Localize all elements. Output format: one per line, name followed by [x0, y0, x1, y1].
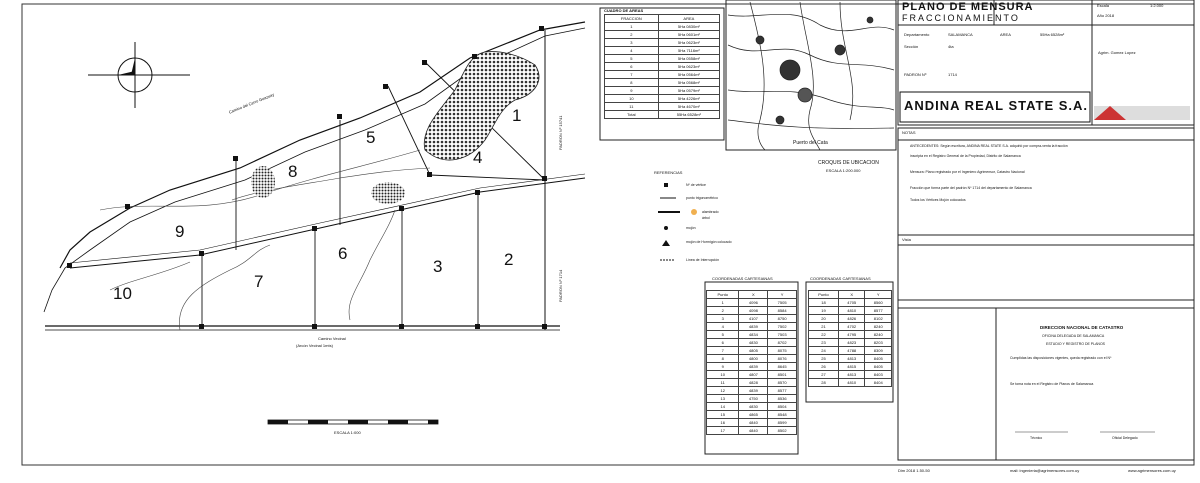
cell: 19 [809, 307, 839, 315]
cell: 4839 [739, 387, 768, 395]
table-row [605, 31, 720, 39]
lot-number-7: 7 [254, 272, 264, 291]
location-title: CROQUIS DE UBICACION [818, 160, 879, 166]
cell: Punto [809, 291, 839, 299]
padron-label: PADRON Nº [904, 72, 927, 77]
table-row [707, 419, 797, 427]
notes-line-1: ANTECEDENTES: Según escritura, ANDINA REAL STATE S.A. adquirió por compra-venta la fracción [910, 144, 1068, 148]
cell: 8504 [768, 403, 797, 411]
cell: 4702 [838, 323, 865, 331]
cell: 5Ha 4670m² [658, 103, 719, 111]
tree-cluster-left [251, 166, 275, 198]
cell: 9 [605, 87, 659, 95]
cell: Punto [707, 291, 739, 299]
cell: 6 [707, 339, 739, 347]
cell: 7 [707, 347, 739, 355]
cell: 5Ha 0568m² [658, 79, 719, 87]
lot-number-10: 10 [113, 284, 132, 303]
catastro-office: OFICINA DELEGADA DE SALAMANCA [1042, 334, 1105, 338]
cell: Y [768, 291, 797, 299]
table-row [707, 307, 797, 315]
table-row [707, 291, 797, 299]
cell: 8548 [768, 411, 797, 419]
coords-right-table [808, 290, 892, 387]
cell: 8 [605, 79, 659, 87]
table-row [809, 347, 892, 355]
cell: 4 [707, 323, 739, 331]
table-row [809, 315, 892, 323]
cell: 4826 [838, 315, 865, 323]
cell: 5Ha 0564m² [658, 71, 719, 79]
table-row [605, 39, 720, 47]
notes-row-3: Vista [902, 237, 911, 242]
right-padron-label-1: PADRON Nº 15741 [558, 115, 563, 150]
cell: 4805 [739, 347, 768, 355]
section-value: 4ta [948, 44, 954, 49]
table-row [707, 347, 797, 355]
lot-number-8: 8 [288, 162, 298, 181]
table-row [809, 371, 892, 379]
cell: 3 [605, 39, 659, 47]
graphic-scale-bar [268, 420, 438, 424]
cell: 8309 [865, 347, 892, 355]
coords-left-table [706, 290, 797, 435]
reference-item: árbol [702, 216, 710, 220]
table-row [809, 291, 892, 299]
cell: 5Ha 0830m² [658, 23, 719, 31]
cell: 4815 [838, 363, 865, 371]
areas-table-title: CUADRO DE AREAS [604, 8, 644, 13]
areas-total-row [605, 111, 720, 119]
signature-tecnico: Técnico [1030, 436, 1043, 440]
padron-value: 1714 [948, 72, 957, 77]
table-row [707, 403, 797, 411]
cell: 6 [605, 63, 659, 71]
reference-item: mojón [686, 226, 696, 230]
table-row [605, 95, 720, 103]
cell: 4840 [739, 419, 768, 427]
cell: 23 [809, 339, 839, 347]
cell: 18 [809, 299, 839, 307]
cell: 5Ha 0558m² [658, 55, 719, 63]
location-scale: ESCALA 1:200.000 [826, 168, 861, 173]
lot-number-5: 5 [366, 128, 376, 147]
cell: 4098 [739, 307, 768, 315]
cell: 8645 [768, 363, 797, 371]
cell: 5 [707, 331, 739, 339]
cell: 8750 [768, 315, 797, 323]
cell: 20 [809, 315, 839, 323]
table-row [707, 395, 797, 403]
tree-cluster-right [371, 182, 405, 204]
cell: 4810 [838, 307, 865, 315]
cell: 4830 [739, 403, 768, 411]
cell: 10 [707, 371, 739, 379]
cell: 4839 [739, 323, 768, 331]
cell: 11 [707, 379, 739, 387]
cell: 27 [809, 371, 839, 379]
table-row [707, 363, 797, 371]
cell: 5Ha 0601m² [658, 31, 719, 39]
reference-item: Línea de Interrupción [686, 258, 720, 262]
footer-email: mail: ingenieria@agrimensores.com.uy [1010, 468, 1080, 473]
cell: 21 [809, 323, 839, 331]
north-arrow-icon [88, 42, 190, 108]
lot-number-1: 1 [512, 106, 522, 125]
table-row [605, 23, 720, 31]
bottom-road-label: Camino Vecinal [318, 336, 346, 341]
cell: 8501 [768, 371, 797, 379]
table-row [707, 387, 797, 395]
graphic-scale-label: ESCALA 1:000 [334, 430, 361, 435]
cell: 8240 [865, 323, 892, 331]
references-title: REFERENCIAS [654, 170, 683, 175]
cell: 5Ha 0623m² [658, 39, 719, 47]
cell: 16 [707, 419, 739, 427]
table-row [809, 339, 892, 347]
cell: 5Ha 0579m² [658, 87, 719, 95]
table-row [809, 355, 892, 363]
total-label: Total [605, 111, 659, 119]
footer-cad: Dim 2018 1.50-50 [898, 468, 930, 473]
cell: 4834 [739, 331, 768, 339]
table-row [605, 103, 720, 111]
cell: 8570 [768, 379, 797, 387]
cell: 4813 [838, 371, 865, 379]
section-label: Sección [904, 44, 919, 49]
table-row [809, 307, 892, 315]
cell: 4107 [739, 315, 768, 323]
table-row [707, 427, 797, 435]
area-label: AREA [1000, 32, 1011, 37]
cell: 4813 [838, 355, 865, 363]
location-map [728, 2, 894, 150]
cell: 26 [809, 363, 839, 371]
cell: 5Ha 4226m² [658, 95, 719, 103]
cell: 17 [707, 427, 739, 435]
cell: 8403 [865, 371, 892, 379]
table-row [605, 63, 720, 71]
cell: 4865 [739, 411, 768, 419]
cell: 8577 [865, 307, 892, 315]
cell: 5Ha 7116m² [658, 47, 719, 55]
cell: 2 [605, 31, 659, 39]
table-row [707, 299, 797, 307]
cell: 7502 [768, 323, 797, 331]
cell: 8404 [865, 379, 892, 387]
cell: 7505 [768, 299, 797, 307]
reference-item: mojón de Hormigón colocado [686, 240, 732, 244]
cell: 4795 [838, 331, 865, 339]
reference-symbols [658, 183, 697, 260]
cell: 4839 [739, 363, 768, 371]
cell: 7 [605, 71, 659, 79]
table-row [707, 355, 797, 363]
cell: 22 [809, 331, 839, 339]
cell: 14 [707, 403, 739, 411]
areas-table-header [605, 15, 720, 23]
cell: 4788 [838, 347, 865, 355]
catastro-line-1: ESTUDIO Y REGISTRO DE PLANOS [1046, 342, 1105, 346]
cell: 12 [707, 387, 739, 395]
area-value: 55Ha 6528m² [1040, 32, 1065, 37]
top-road-label: Camino del Cerro Guazuay [228, 91, 275, 115]
cell: 8405 [865, 363, 892, 371]
right-padron-label-2: PADRON Nº 1714 [558, 269, 563, 302]
notes-line-3: Mensura: Plano registrado por el Ingeniero Agrimensor, Catastro Nacional [910, 170, 1025, 174]
header-area: AREA [658, 15, 719, 23]
table-row [707, 371, 797, 379]
table-row [605, 55, 720, 63]
cell: 8102 [865, 315, 892, 323]
cell: 28 [809, 379, 839, 387]
scale-label: Escala [1097, 3, 1110, 8]
table-row [809, 299, 892, 307]
cell: 8203 [865, 339, 892, 347]
table-row [605, 79, 720, 87]
cell: 4810 [838, 379, 865, 387]
total-value: 55Ha 6528m² [658, 111, 719, 119]
cell: 8502 [768, 427, 797, 435]
lot-number-6: 6 [338, 244, 348, 263]
notes-title: NOTAS [902, 130, 916, 135]
cell: 5Ha 0623m² [658, 63, 719, 71]
engineer-name: Agrim. Gomez Lopez [1098, 50, 1136, 55]
company-name: ANDINA REAL STATE S.A. [904, 98, 1089, 113]
table-row [809, 331, 892, 339]
scale-value: 1:2.000 [1150, 3, 1164, 8]
catastro-title: DIRECCION NACIONAL DE CATASTRO [1040, 325, 1124, 330]
cell: 8405 [865, 355, 892, 363]
catastro-line-3: Se toma nota en el Registro de Planos de Salamanca [1010, 382, 1094, 386]
cell: 11 [605, 103, 659, 111]
lot-number-3: 3 [433, 257, 443, 276]
plan-subtitle: FRACCIONAMIENTO [902, 13, 1020, 23]
cell: 4807 [739, 371, 768, 379]
cell: 7503 [768, 331, 797, 339]
cell: 8702 [768, 339, 797, 347]
lot-number-9: 9 [175, 222, 185, 241]
map-place-label: Puerto del Cata [793, 140, 828, 146]
lot-number-4: 4 [473, 148, 483, 167]
bottom-road-sub: (Arcón Vecinal 1mts) [296, 343, 333, 348]
cell: 15 [707, 411, 739, 419]
cell: 8536 [768, 395, 797, 403]
cell: 4096 [739, 299, 768, 307]
dept-value: SALAMANCA [948, 32, 973, 37]
cell: X [739, 291, 768, 299]
cell: 10 [605, 95, 659, 103]
cell: 8075 [768, 347, 797, 355]
table-row [707, 379, 797, 387]
reference-item: Nº de vértice [686, 183, 706, 187]
areas-table [604, 14, 720, 119]
cell: 8560 [865, 299, 892, 307]
cell: 4800 [739, 355, 768, 363]
cell: 8599 [768, 419, 797, 427]
notes-row-2: Todos los Vértices Mojón colocados [910, 198, 966, 202]
signature-oficial: Oficial Delegado [1112, 436, 1138, 440]
cell: 8240 [865, 331, 892, 339]
notes-line-4: Fracción que forma parte del padrón Nº 1714 del departamento de Salamanca [910, 186, 1032, 190]
plan-date: Año 2018 [1097, 13, 1115, 18]
bottom-road [45, 326, 560, 330]
cell: 3 [707, 315, 739, 323]
cell: 4 [605, 47, 659, 55]
cell: 24 [809, 347, 839, 355]
table-row [605, 71, 720, 79]
catastro-line-2: Cumplidas las disposiciones vigentes, queda registrado con el Nº [1010, 356, 1112, 360]
coords-right-title: COORDENADAS CARTESIANAS [810, 276, 871, 281]
reference-item: punto trigonométrico [686, 196, 718, 200]
cell: 8076 [768, 355, 797, 363]
table-row [809, 379, 892, 387]
coords-left-title: COORDENADAS CARTESIANAS [712, 276, 773, 281]
plan-title: PLANO DE MENSURA [902, 1, 1034, 13]
cell: Y [865, 291, 892, 299]
cell: 8584 [768, 307, 797, 315]
cell: 2 [707, 307, 739, 315]
cell: 8 [707, 355, 739, 363]
footer-web: www.agrimensores.com.uy [1128, 468, 1176, 473]
table-row [707, 315, 797, 323]
table-row [707, 411, 797, 419]
cell: 4830 [739, 339, 768, 347]
cell: 4828 [739, 379, 768, 387]
cell: 8577 [768, 387, 797, 395]
table-row [707, 331, 797, 339]
cell: 4823 [838, 339, 865, 347]
cell: 4750 [739, 395, 768, 403]
table-row [809, 363, 892, 371]
table-row [707, 323, 797, 331]
notes-line-2: inscripta en el Registro General de la Propiedad, Distrito de Salamanca [910, 154, 1021, 158]
cell: X [838, 291, 865, 299]
cell: 5 [605, 55, 659, 63]
cell: 1 [707, 299, 739, 307]
cell: 25 [809, 355, 839, 363]
table-row [605, 87, 720, 95]
cell: 9 [707, 363, 739, 371]
cell: 4705 [838, 299, 865, 307]
cell: 13 [707, 395, 739, 403]
dept-label: Departamento [904, 32, 930, 37]
table-row [605, 47, 720, 55]
cell: 4840 [739, 427, 768, 435]
table-row [707, 339, 797, 347]
forest-area [424, 52, 539, 160]
reference-item: alambrado [702, 210, 719, 214]
lot-number-2: 2 [504, 250, 514, 269]
cell: 1 [605, 23, 659, 31]
header-fraccion: FRACCION [605, 15, 659, 23]
table-row [809, 323, 892, 331]
